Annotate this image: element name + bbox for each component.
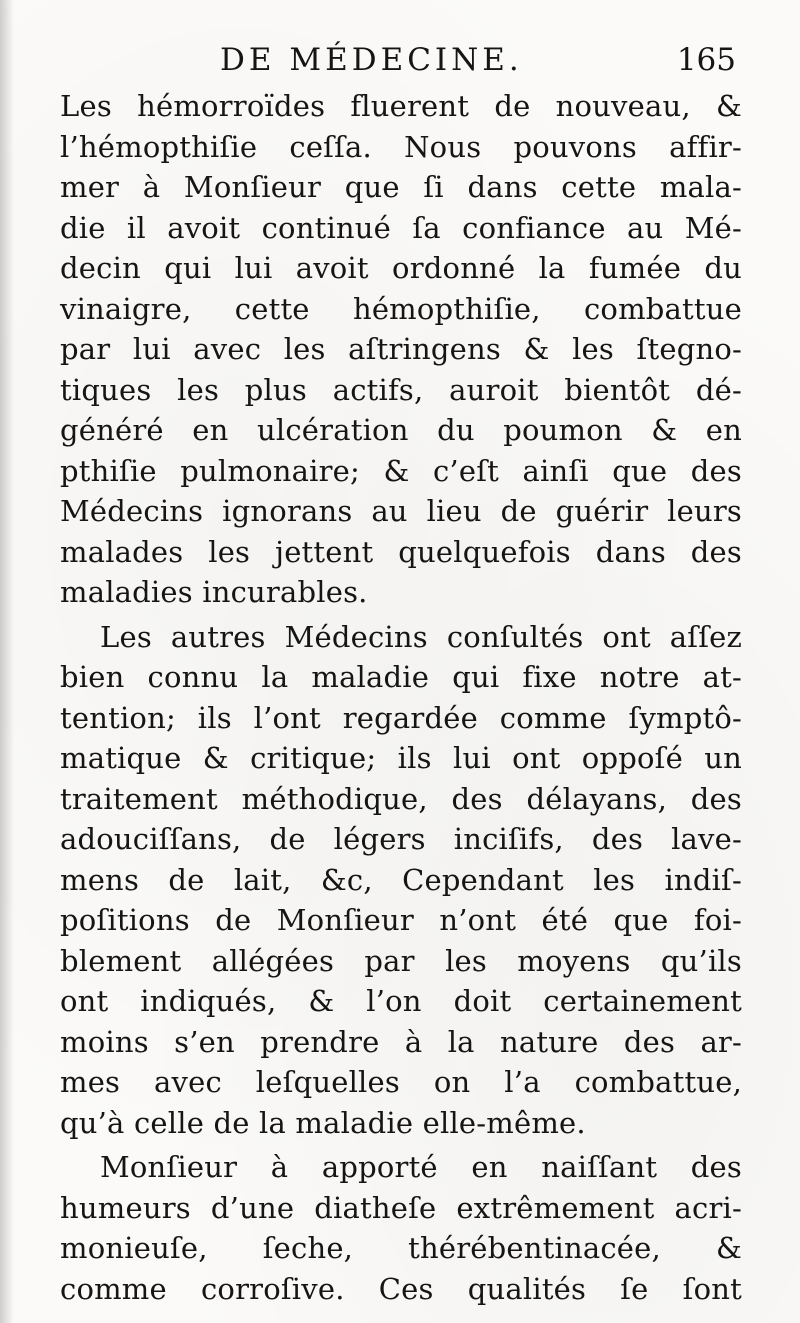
text-line: decin qui lui avoit ordonné la fumée du	[60, 251, 742, 285]
text-line: humeurs d’une diatheſe extrêmement acri-	[60, 1190, 742, 1225]
text-line: malades les jettent quelquefois dans des	[60, 534, 742, 569]
text-line: mer à Monſieur que ſi dans cette mala-	[60, 170, 742, 204]
text-line: Médecins ignorans au lieu de guérir leurs	[60, 494, 742, 528]
page-header	[60, 42, 740, 88]
text-line: monieuſe, ſeche, thérébentinacée, &	[60, 1231, 742, 1265]
text-line: vinaigre, cette hémopthiſie, combattue	[60, 291, 742, 326]
text-line: tiques les plus actifs, auroit bientôt dé-	[60, 372, 742, 407]
text-line: adouciſſans, de légers inciſifs, des lave-	[60, 822, 742, 856]
text-line: mens de lait, &c, Cependant les indiſ-	[60, 862, 742, 897]
text-line: blement allégées par les moyens qu’ils	[60, 943, 742, 978]
text-line: traitement méthodique, des délayans, des	[60, 781, 742, 816]
running-title: DE MÉDECINE.	[220, 42, 523, 78]
text-line: poſitions de Monſieur n’ont été que foi-	[60, 903, 742, 937]
paragraph-start-line: Les autres Médecins conſultés ont aſſez	[100, 619, 742, 654]
text-line: moins s’en prendre à la nature des ar-	[60, 1024, 742, 1059]
page-gutter-shadow	[0, 0, 14, 1323]
text-line: pthiſie pulmonaire; & c’eſt ainſi que des	[60, 453, 742, 488]
paragraph-start-line: Monſieur à apporté en naiſſant des	[100, 1150, 742, 1184]
text-line: bien connu la maladie qui fixe notre at-	[60, 660, 742, 694]
text-line: die il avoit continué ſa confiance au Mé-	[60, 210, 742, 245]
text-line: l’hémopthiſie ceſſa. Nous pouvons affir-	[60, 129, 742, 164]
page-number: 165	[676, 42, 736, 78]
paragraph-end-line: qu’à celle de la maladie elle-même.	[60, 1105, 586, 1140]
text-line: ont indiqués, & l’on doit certainement	[60, 984, 742, 1018]
text-line: mes avec leſquelles on l’a combattue,	[60, 1065, 742, 1099]
paragraph-end-line: maladies incurables.	[60, 575, 368, 609]
text-line: matique & critique; ils lui ont oppoſé un	[60, 741, 742, 775]
text-line: Les hémorroïdes fluerent de nouveau, &	[60, 89, 742, 123]
text-line: par lui avec les aſtringens & les ſtegno-	[60, 332, 742, 366]
text-line: tention; ils l’ont regardée comme ſymptô-	[60, 700, 742, 735]
text-line: comme corroſive. Ces qualités ſe ſont	[60, 1271, 742, 1306]
body-text	[60, 86, 742, 1309]
text-line: généré en ulcération du poumon & en	[60, 413, 742, 447]
